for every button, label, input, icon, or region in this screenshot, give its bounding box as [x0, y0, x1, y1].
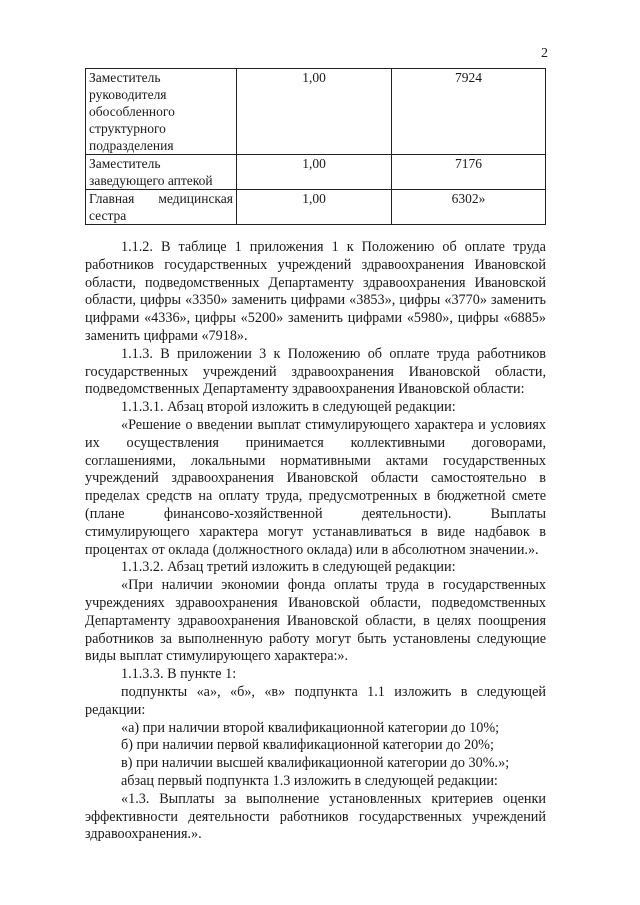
- quoted-paragraph-1-3: «1.3. Выплаты за выполнение установленных критериев оценки эффективности деятельности работников государственных учреждений здравоохранения.».: [85, 790, 546, 843]
- paragraph-1-1-3-2: 1.1.3.2. Абзац третий изложить в следующей редакции:: [121, 559, 456, 576]
- table-row: [86, 190, 546, 225]
- position-name-cell: Заместитель руководителя обособленного структурного подразделения: [86, 69, 237, 155]
- paragraph-1-3-intro: абзац первый подпункта 1.3 изложить в следующей редакции:: [121, 772, 498, 789]
- staff-salary-table: [85, 68, 546, 225]
- subpoint-b: б) при наличии первой квалификационной категории до 20%;: [121, 737, 494, 754]
- quoted-paragraph-second: «Решение о введении выплат стимулирующего характера и условиях их осуществления принимается коллективными договорами, соглашениями, локальными нормативными актами государственных учреждений здравоохранения Ивановской области самостоятельно в пределах средств на оплату труда, предусмотренных в бюджетной смете (плане финансово-хозяйственной деятельности). Выплаты стимулирующего характера могут устанавливаться в виде надбавок в процентах от оклада (должностного оклада) или в абсолютном значении.».: [85, 416, 546, 558]
- quoted-paragraph-third: «При наличии экономии фонда оплаты труда в государственных учреждениях здравоохранения Ивановской области, подведомственных Департаменту здравоохранения Ивановской области, в целях поощрения работников за выполненную работу могут быть установлены следующие виды выплат стимулирующего характера:».: [85, 577, 546, 665]
- paragraph-1-1-3-3: 1.1.3.3. В пункте 1:: [121, 666, 237, 683]
- table-row: [86, 155, 546, 190]
- salary-cell: 7176: [392, 155, 546, 190]
- position-name-cell: Заместитель заведующего аптекой: [86, 155, 237, 190]
- salary-cell: 6302»: [392, 190, 546, 225]
- paragraph-1-1-3-1: 1.1.3.1. Абзац второй изложить в следующей редакции:: [121, 399, 456, 416]
- paragraph-1-1-3: 1.1.3. В приложении 3 к Положению об оплате труда работников государственных учреждений здравоохранения Ивановской области, подведомственных Департаменту здравоохранения Ивановской области:: [85, 345, 546, 398]
- paragraph-1-1-2: 1.1.2. В таблице 1 приложения 1 к Положению об оплате труда работников государственных учреждений здравоохранения Ивановской области, подведомственных Департаменту здравоохранения Ивановской области, цифры «3350» заменить цифрами «3853», цифры «3770» заменить цифрами «4336», цифры «5200» заменить цифрами «5980», цифры «6885» заменить цифрами «7918».: [85, 239, 546, 344]
- rate-cell: 1,00: [237, 69, 392, 155]
- subpoints-intro: подпункты «а», «б», «в» подпункта 1.1 изложить в следующей редакции:: [85, 683, 546, 718]
- subpoint-a: «а) при наличии второй квалификационной категории до 10%;: [121, 719, 500, 736]
- rate-cell: 1,00: [237, 190, 392, 225]
- page-number: 2: [541, 46, 548, 61]
- rate-cell: 1,00: [237, 155, 392, 190]
- document-body: [85, 239, 546, 844]
- table-row: [86, 69, 546, 155]
- salary-cell: 7924: [392, 69, 546, 155]
- subpoint-v: в) при наличии высшей квалификационной категории до 30%.»;: [121, 755, 510, 772]
- position-name-cell: Главная медицинская сестра: [86, 190, 237, 225]
